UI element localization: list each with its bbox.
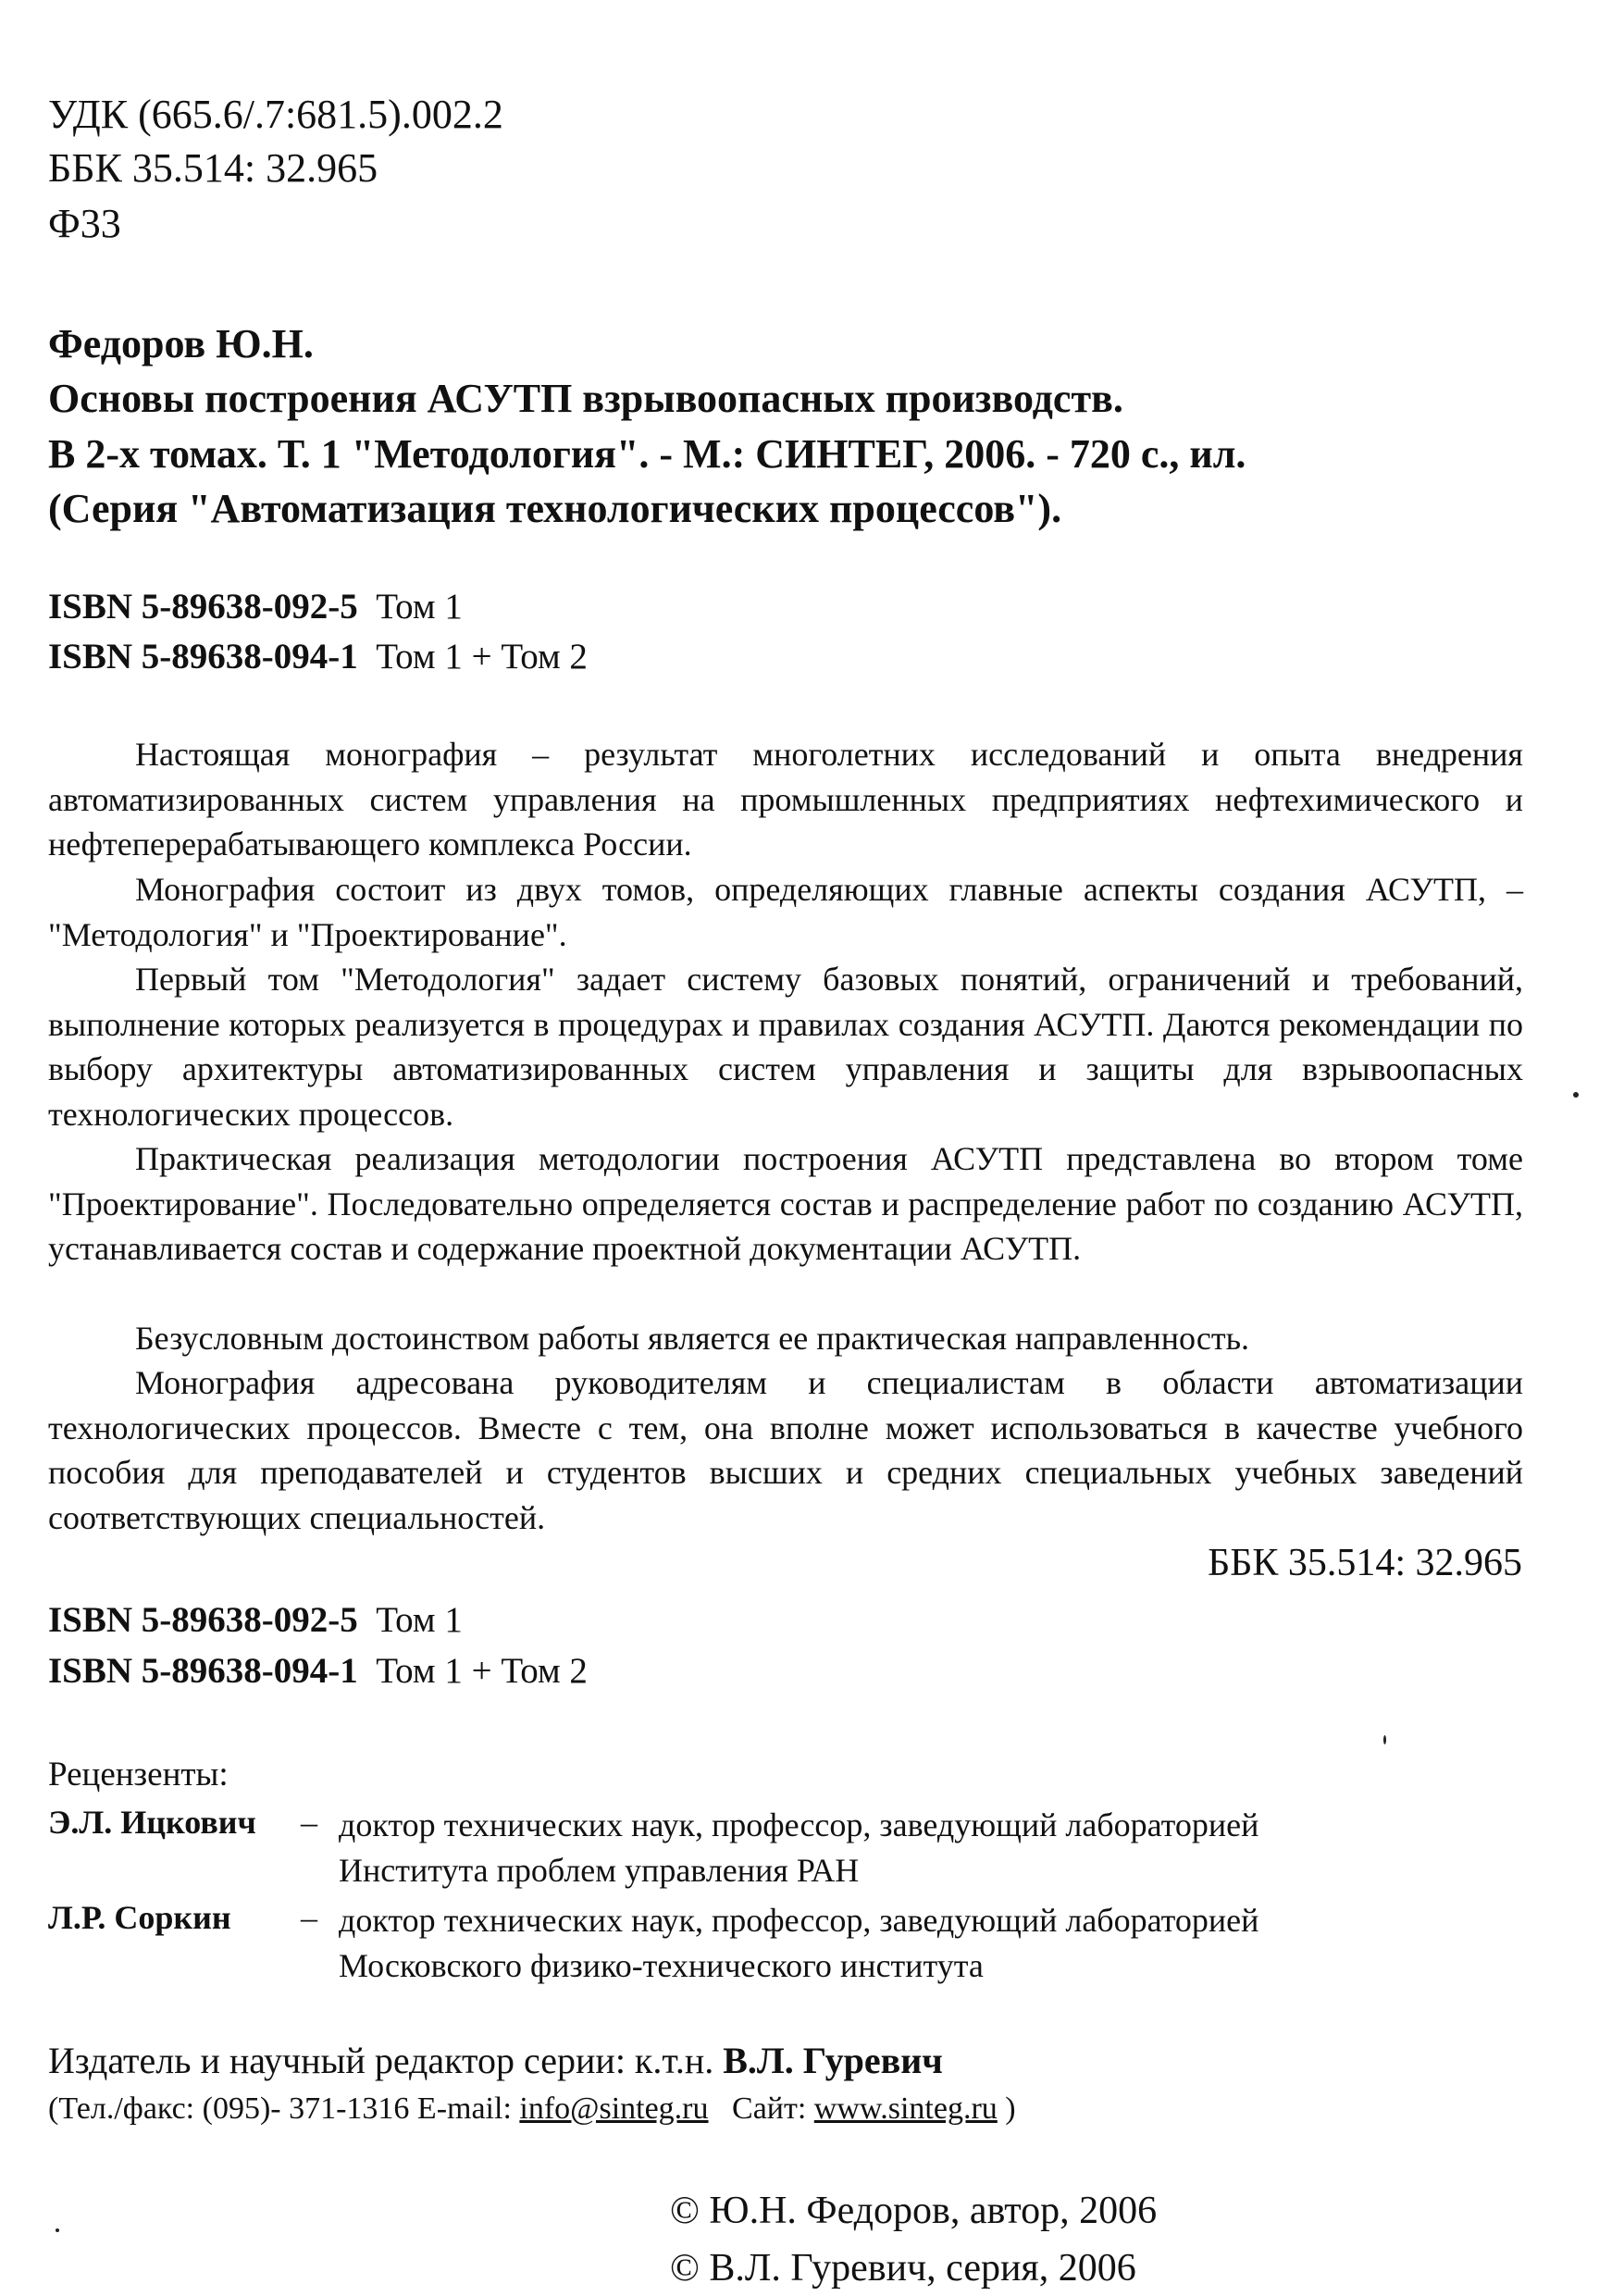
isbn-line-1 <box>48 589 463 625</box>
isbn-volume: Том 1 <box>376 587 463 627</box>
abstract-paragraph-6: Монография адресована руководителям и специалистам в области автоматизации технологических процессов. Вместе с тем, она вполне может использоваться в качестве учебного пособия для преподавателей и студентов высших и средних специальных учебных заведений соответствующих специальностей. <box>48 1364 1523 1536</box>
publisher-line <box>48 2039 943 2082</box>
isbn-volume: Том 1 <box>376 1600 463 1640</box>
reviewer-dash: – <box>301 1804 317 1841</box>
site-label: Сайт: <box>732 2091 807 2126</box>
isbn-volume: Том 1 + Том 2 <box>376 637 588 676</box>
isbn-line-4 <box>48 1653 588 1689</box>
abstract-paragraph-1: Настоящая монография – результат многолетних исследований и опыта внедрения автоматизированных систем управления на промышленных предприятиях нефтехимического и нефтеперерабатывающего комплекса России. <box>48 736 1523 863</box>
copyright-author: © Ю.Н. Федоров, автор, 2006 <box>670 2190 1158 2232</box>
scan-speck <box>56 2228 59 2232</box>
reviewer-name: Э.Л. Ицкович <box>48 1804 256 1841</box>
book-volumes: В 2-х томах. Т. 1 "Методология". - М.: СИНТЕГ, 2006. - 720 с., ил. <box>48 431 1246 477</box>
reviewers-heading: Рецензенты: <box>48 1756 229 1793</box>
abstract-paragraph-4: Практическая реализация методологии построения АСУТП представлена во втором томе "Проектирование". Последовательно определяется состав и распределение работ по созданию АСУТП, устанавливается состав и содержание проектной документации АСУТП. <box>48 1140 1523 1267</box>
scan-speck <box>1573 1092 1579 1098</box>
reviewer-affiliation: Института проблем управления РАН <box>339 1852 860 1889</box>
book-author: Федоров Ю.Н. <box>48 321 314 366</box>
publisher-contact <box>48 2091 1016 2127</box>
abstract-paragraph-5: Безусловным достоинством работы является ее практическая направленность. <box>135 1320 1249 1357</box>
reviewer-title <box>339 1803 1258 1893</box>
book-series: (Серия "Автоматизация технологических процессов"). <box>48 486 1062 531</box>
udk-code: УДК (665.6/.7:681.5).002.2 <box>48 92 503 137</box>
isbn-line-3 <box>48 1602 463 1638</box>
reviewer-title-line: доктор технических наук, профессор, заведующий лабораторией <box>339 1902 1259 1939</box>
scan-speck <box>1383 1735 1386 1744</box>
isbn-number: ISBN 5-89638-094-1 <box>48 1651 358 1691</box>
bbk-code: ББК 35.514: 32.965 <box>48 145 378 191</box>
isbn-volume: Том 1 + Том 2 <box>376 1651 588 1691</box>
publisher-label: Издатель и научный редактор серии: к.т.н. <box>48 2040 714 2081</box>
author-sign-code: Ф33 <box>48 201 121 246</box>
bbk-code-right: ББК 35.514: 32.965 <box>1208 1542 1522 1584</box>
reviewer-title <box>339 1898 1258 1989</box>
isbn-line-2 <box>48 639 588 675</box>
reviewer-dash: – <box>301 1899 317 1936</box>
abstract-paragraph-2: Монография состоит из двух томов, определяющих главные аспекты создания АСУТП, – "Методология" и "Проектирование". <box>48 871 1523 953</box>
reviewer-affiliation: Московского физико-технического института <box>339 1947 984 1984</box>
reviewer-title-line: доктор технических наук, профессор, заведующий лабораторией <box>339 1806 1259 1843</box>
site-link[interactable]: www.sinteg.ru <box>813 2091 998 2126</box>
book-title: Основы построения АСУТП взрывоопасных производств. <box>48 376 1123 421</box>
isbn-number: ISBN 5-89638-092-5 <box>48 587 358 627</box>
contact-phone: (Тел./факс: (095)- 371-1316 E-mail: <box>48 2091 512 2126</box>
copyright-series: © В.Л. Гуревич, серия, 2006 <box>670 2247 1136 2290</box>
contact-close: ) <box>1005 2091 1016 2126</box>
email-link[interactable]: info@sinteg.ru <box>519 2091 709 2126</box>
reviewer-name: Л.Р. Соркин <box>48 1899 231 1936</box>
publisher-name: В.Л. Гуревич <box>723 2040 943 2081</box>
abstract-paragraph-3: Первый том "Методология" задает систему базовых понятий, ограничений и требований, выполнение которых реализуется в процедурах и правилах создания АСУТП. Даются рекомендации по выбору архитектуры автоматизированных систем управления и защиты для взрывоопасных технологических процессов. <box>48 961 1523 1133</box>
isbn-number: ISBN 5-89638-094-1 <box>48 637 358 676</box>
isbn-number: ISBN 5-89638-092-5 <box>48 1600 358 1640</box>
